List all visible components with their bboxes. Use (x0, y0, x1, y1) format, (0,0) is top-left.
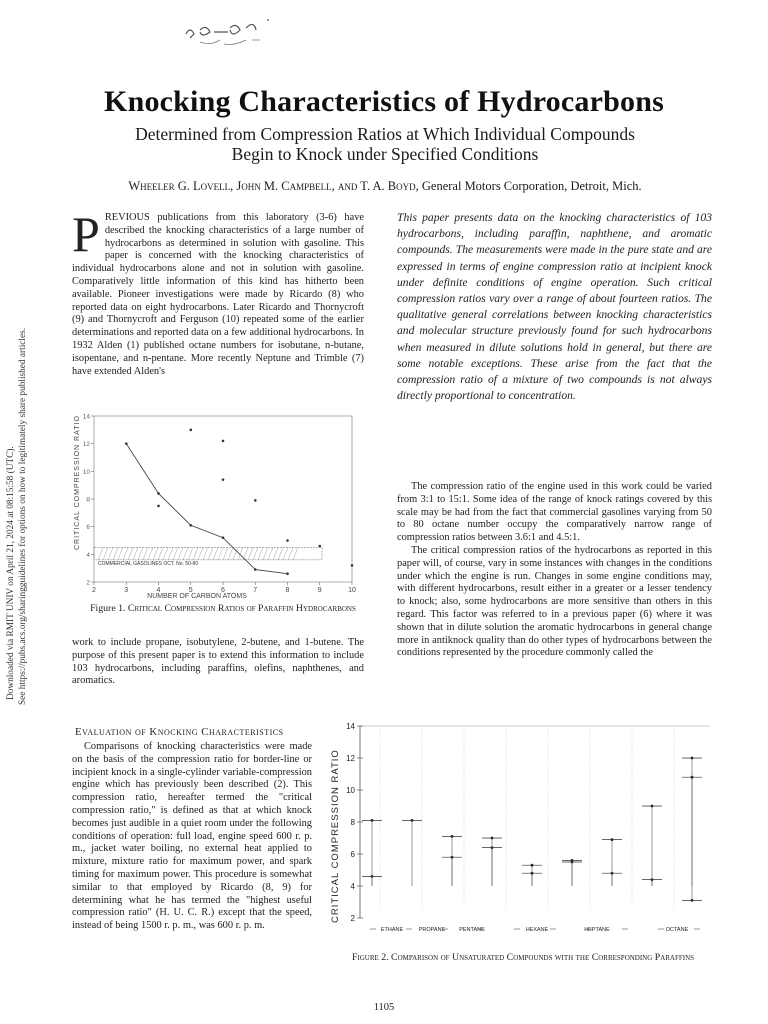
intro-text: REVIOUS publications from this laboratory (3-6) have described the knocking characteristics of a large number of hydrocarbons as determined in solution with gasoline. This paper is concerned with the knocking characteristics of individual hydrocarbons alone and not in solution with gasoline. Comparatively little information of this kind has hitherto been available. Pioneer investigations were made by Ricardo (8) who reported data on eight hydrocarbons. Later Ricardo and Thornycroft (9) and Thornycroft and Ferguson (10) repeated some of the earlier determinations and reported data on a few additional hydrocarbons. In 1932 Alden (1) published octane numbers for isobutane, n-butane, isopentane, and n-pentane. More recently Neptune and Trimble (7) have extended Alden's (72, 212, 364, 377)
fig1-band-hatch (173, 547, 178, 559)
fig1-y-tick-label: 8 (86, 496, 90, 504)
fig2-plot-area (346, 722, 710, 933)
fig1-band-hatch (203, 547, 208, 559)
fig1-y-tick-label: 14 (82, 413, 90, 421)
fig1-band-hatch (118, 547, 123, 559)
fig1-band-hatch (218, 547, 223, 559)
fig1-band-hatch (163, 547, 168, 559)
fig1-y-tick-label: 6 (86, 524, 90, 532)
fig1-x-tick-label: 7 (253, 587, 258, 594)
fig2-caption-label: Figure 2. (351, 952, 389, 963)
fig1-band-hatch (288, 547, 293, 559)
fig1-data-point (222, 440, 225, 443)
fig1-band-hatch (123, 547, 128, 559)
fig1-band-hatch (143, 547, 148, 559)
author-names: Wheeler G. Lovell, John M. Campbell, and T. A. Boyd, (128, 179, 419, 193)
fig1-band-hatch (208, 547, 213, 559)
fig1-data-point (351, 564, 354, 567)
fig1-data-point (286, 572, 289, 575)
intro-paragraph (72, 206, 364, 378)
fig1-band-hatch (113, 547, 118, 559)
fig1-band-hatch (293, 547, 298, 559)
fig1-band-hatch (213, 547, 218, 559)
author-affiliation: General Motors Corporation, Detroit, Mich. (421, 179, 642, 193)
fig2-group-label: OCTANE (665, 927, 689, 933)
fig2-y-axis-label: CRITICAL COMPRESSION RATIO (330, 749, 341, 923)
figure-1-caption (78, 603, 368, 615)
fig1-band-hatch (283, 547, 288, 559)
author-line (40, 179, 730, 194)
fig1-data-point (189, 429, 192, 432)
fig1-band-hatch (248, 547, 253, 559)
fig1-data-point (254, 499, 257, 502)
drop-cap: P (72, 206, 100, 262)
fig1-data-point (318, 545, 321, 548)
fig1-data-point (254, 568, 257, 571)
fig2-y-tick-label: 10 (346, 786, 355, 795)
right-column-body (397, 481, 712, 660)
article-subtitle (80, 124, 690, 164)
fig1-x-tick-label: 2 (92, 587, 96, 594)
fig1-data-point (157, 492, 160, 495)
fig2-y-tick-label: 4 (350, 882, 355, 891)
fig1-band-hatch (268, 547, 273, 559)
fig1-band-hatch (233, 547, 238, 559)
fig2-group-label: HEXANE (525, 927, 549, 933)
fig1-band-hatch (198, 547, 203, 559)
fig2-group-label: ETHANE (380, 927, 404, 933)
fig1-data-point (222, 536, 225, 539)
page-number: 1105 (373, 1002, 395, 1013)
fig1-band-hatch (153, 547, 158, 559)
section-paragraph-1: Comparisons of knocking characteristics were made on the basis of the compression ratio for border-line or incipient knock in a single-cylinder variable-compression engine which has previously been described (2). This compression ratio, hereafter termed the "critical compression ratio," is defined as that at which knock becomes just audible in a quiet room under the following conditions of operation: full load, engine speed 600 r. p. m., jacket water boiling, no external heat applied to mixture, mixture ratio for maximum power, and spark timing for maximum power. This procedure is somewhat similar to that employed by Ricardo (8, 9) for determining what he has termed the "highest useful compression ratio" (H. U. C. R.) except that the speed, instead of being 1500 r. p. m., was 600 r. p. m. (72, 741, 312, 932)
fig1-x-tick-label: 4 (156, 587, 161, 594)
fig1-data-point (189, 524, 192, 527)
fig1-band-hatch (278, 547, 283, 559)
fig1-gasoline-band (94, 547, 322, 559)
figure-2-chart (322, 718, 717, 940)
figure-2-caption (328, 952, 718, 964)
side-note-line-1: Downloaded via RMIT UNIV on April 21, 2024 at 08:15:58 (UTC). (6, 446, 16, 700)
subtitle-line-1: Determined from Compression Ratios at Which Individual Compounds (135, 124, 635, 144)
fig1-band-hatch (108, 547, 113, 559)
section-body (72, 741, 312, 933)
fig2-y-tick-label: 6 (350, 850, 355, 859)
subtitle-line-2: Begin to Knock under Specified Conditions (231, 144, 539, 164)
fig1-x-tick-label: 3 (124, 587, 129, 594)
fig1-band-hatch (183, 547, 188, 559)
fig2-caption-text: Comparison of Unsaturated Compounds with the Corresponding Paraffins (391, 952, 695, 963)
fig1-data-point (286, 539, 289, 542)
section-heading: Evaluation of Knocking Characteristics (75, 726, 284, 738)
fig1-band-hatch (178, 547, 183, 559)
fig2-group-label: PENTANE (459, 927, 485, 933)
right-paragraph-2: The critical compression ratios of the hydrocarbons as reported in this paper will, of course, vary in some instances with changes in the conditions under which the engine is run. Changes in some engine conditions may, with different hydrocarbons, result either in a greater or a lesser tendency to knock; also, some hydrocarbons are more sensitive than others in this regard. This factor was referred to in a previous paper (6) where it was shown that in dilute solution the aromatic hydrocarbons in general change more in antiknock quality than do other types of hydrocarbons between the conditions represented by the procedure commonly called the (397, 544, 712, 659)
fig2-y-tick-label: 2 (350, 914, 355, 923)
fig1-band-hatch (148, 547, 153, 559)
fig1-band-hatch (133, 547, 138, 559)
abstract: This paper presents data on the knocking characteristics of 103 hydrocarbons, including paraffin, naphthene, and aromatic compounds. The measurements were made in the pure state and are expressed in terms of engine compression ratio at incipient knock under definite conditions of engine operation. Such critical compression ratios vary over a range of about fourteen ratios. The qualitative general correlations between knocking characteristics and molecular structure previously found for such hydrocarbons when measured in dilute solutions hold in general, but there are some notable exceptions. These arise from the fact that the compression ratio of a mixture of two compounds is not always directly proportional to concentration. (397, 211, 712, 403)
fig1-y-axis-label: CRITICAL COMPRESSION RATIO (74, 415, 81, 550)
fig1-band-hatch (193, 547, 198, 559)
right-paragraph-1: The compression ratio of the engine used in this work could be varied from 3:1 to 15:1. Some idea of the range of knock ratings covered by this scale may be had from the fact that commercial gasolines varying from 50 to 80 octane number occupy the comparatively narrow range of compression ratios between 3.6:1 and 4.5:1. (397, 481, 712, 544)
fig1-band-hatch (188, 547, 193, 559)
fig2-y-tick-label: 8 (350, 818, 355, 827)
fig1-band-hatch (263, 547, 268, 559)
fig1-x-tick-label: 6 (221, 587, 225, 594)
fig1-band-hatch (138, 547, 143, 559)
fig1-x-tick-label: 9 (317, 587, 322, 594)
fig1-y-tick-label: 2 (86, 579, 90, 587)
fig1-band-hatch (158, 547, 163, 559)
fig1-x-tick-label: 8 (285, 587, 290, 594)
side-note-line-2: See https://pubs.acs.org/sharingguidelines for options on how to legitimately share published articles. (18, 327, 28, 705)
download-side-note (2, 290, 42, 710)
fig1-caption-label: Figure 1. (90, 603, 126, 614)
handwritten-scribble (180, 14, 300, 54)
fig1-y-tick-label: 12 (82, 441, 90, 449)
fig1-band-label: COMMERCIAL GASOLINES OCT. No. 50-80 (98, 561, 199, 567)
fig1-band-hatch (258, 547, 263, 559)
fig1-y-tick-label: 10 (82, 468, 90, 476)
intro-continuation: work to include propane, isobutylene, 2-butene, and 1-butene. The purpose of this present paper is to extend this information to include 103 hydrocarbons, including paraffins, olefins, naphthenes, and aromatics. (72, 637, 364, 687)
fig1-data-point (157, 505, 160, 508)
fig1-band-hatch (168, 547, 173, 559)
fig2-group-label: PROPANE (418, 927, 446, 933)
fig1-band-hatch (98, 547, 103, 559)
article-title: Knocking Characteristics of Hydrocarbons (104, 85, 664, 118)
fig1-band-hatch (253, 547, 258, 559)
fig1-band-hatch (223, 547, 228, 559)
fig1-x-tick-label: 5 (188, 587, 193, 594)
figure-1-chart (72, 410, 372, 600)
fig2-y-tick-label: 12 (346, 754, 355, 763)
fig2-group-label: HEPTANE (584, 927, 610, 933)
fig1-band-hatch (103, 547, 108, 559)
fig1-x-axis-label: NUMBER OF CARBON ATOMS (147, 593, 247, 600)
fig1-band-hatch (273, 547, 278, 559)
fig1-data-point (222, 478, 225, 481)
fig1-data-point (125, 442, 128, 445)
fig1-caption-text: Critical Compression Ratios of Paraffin Hydrocarbons (127, 603, 356, 614)
fig1-y-tick-label: 4 (86, 551, 90, 559)
fig1-x-tick-label: 10 (348, 587, 356, 594)
fig1-band-hatch (228, 547, 233, 559)
fig2-y-tick-label: 14 (346, 722, 355, 731)
fig1-band-hatch (128, 547, 133, 559)
